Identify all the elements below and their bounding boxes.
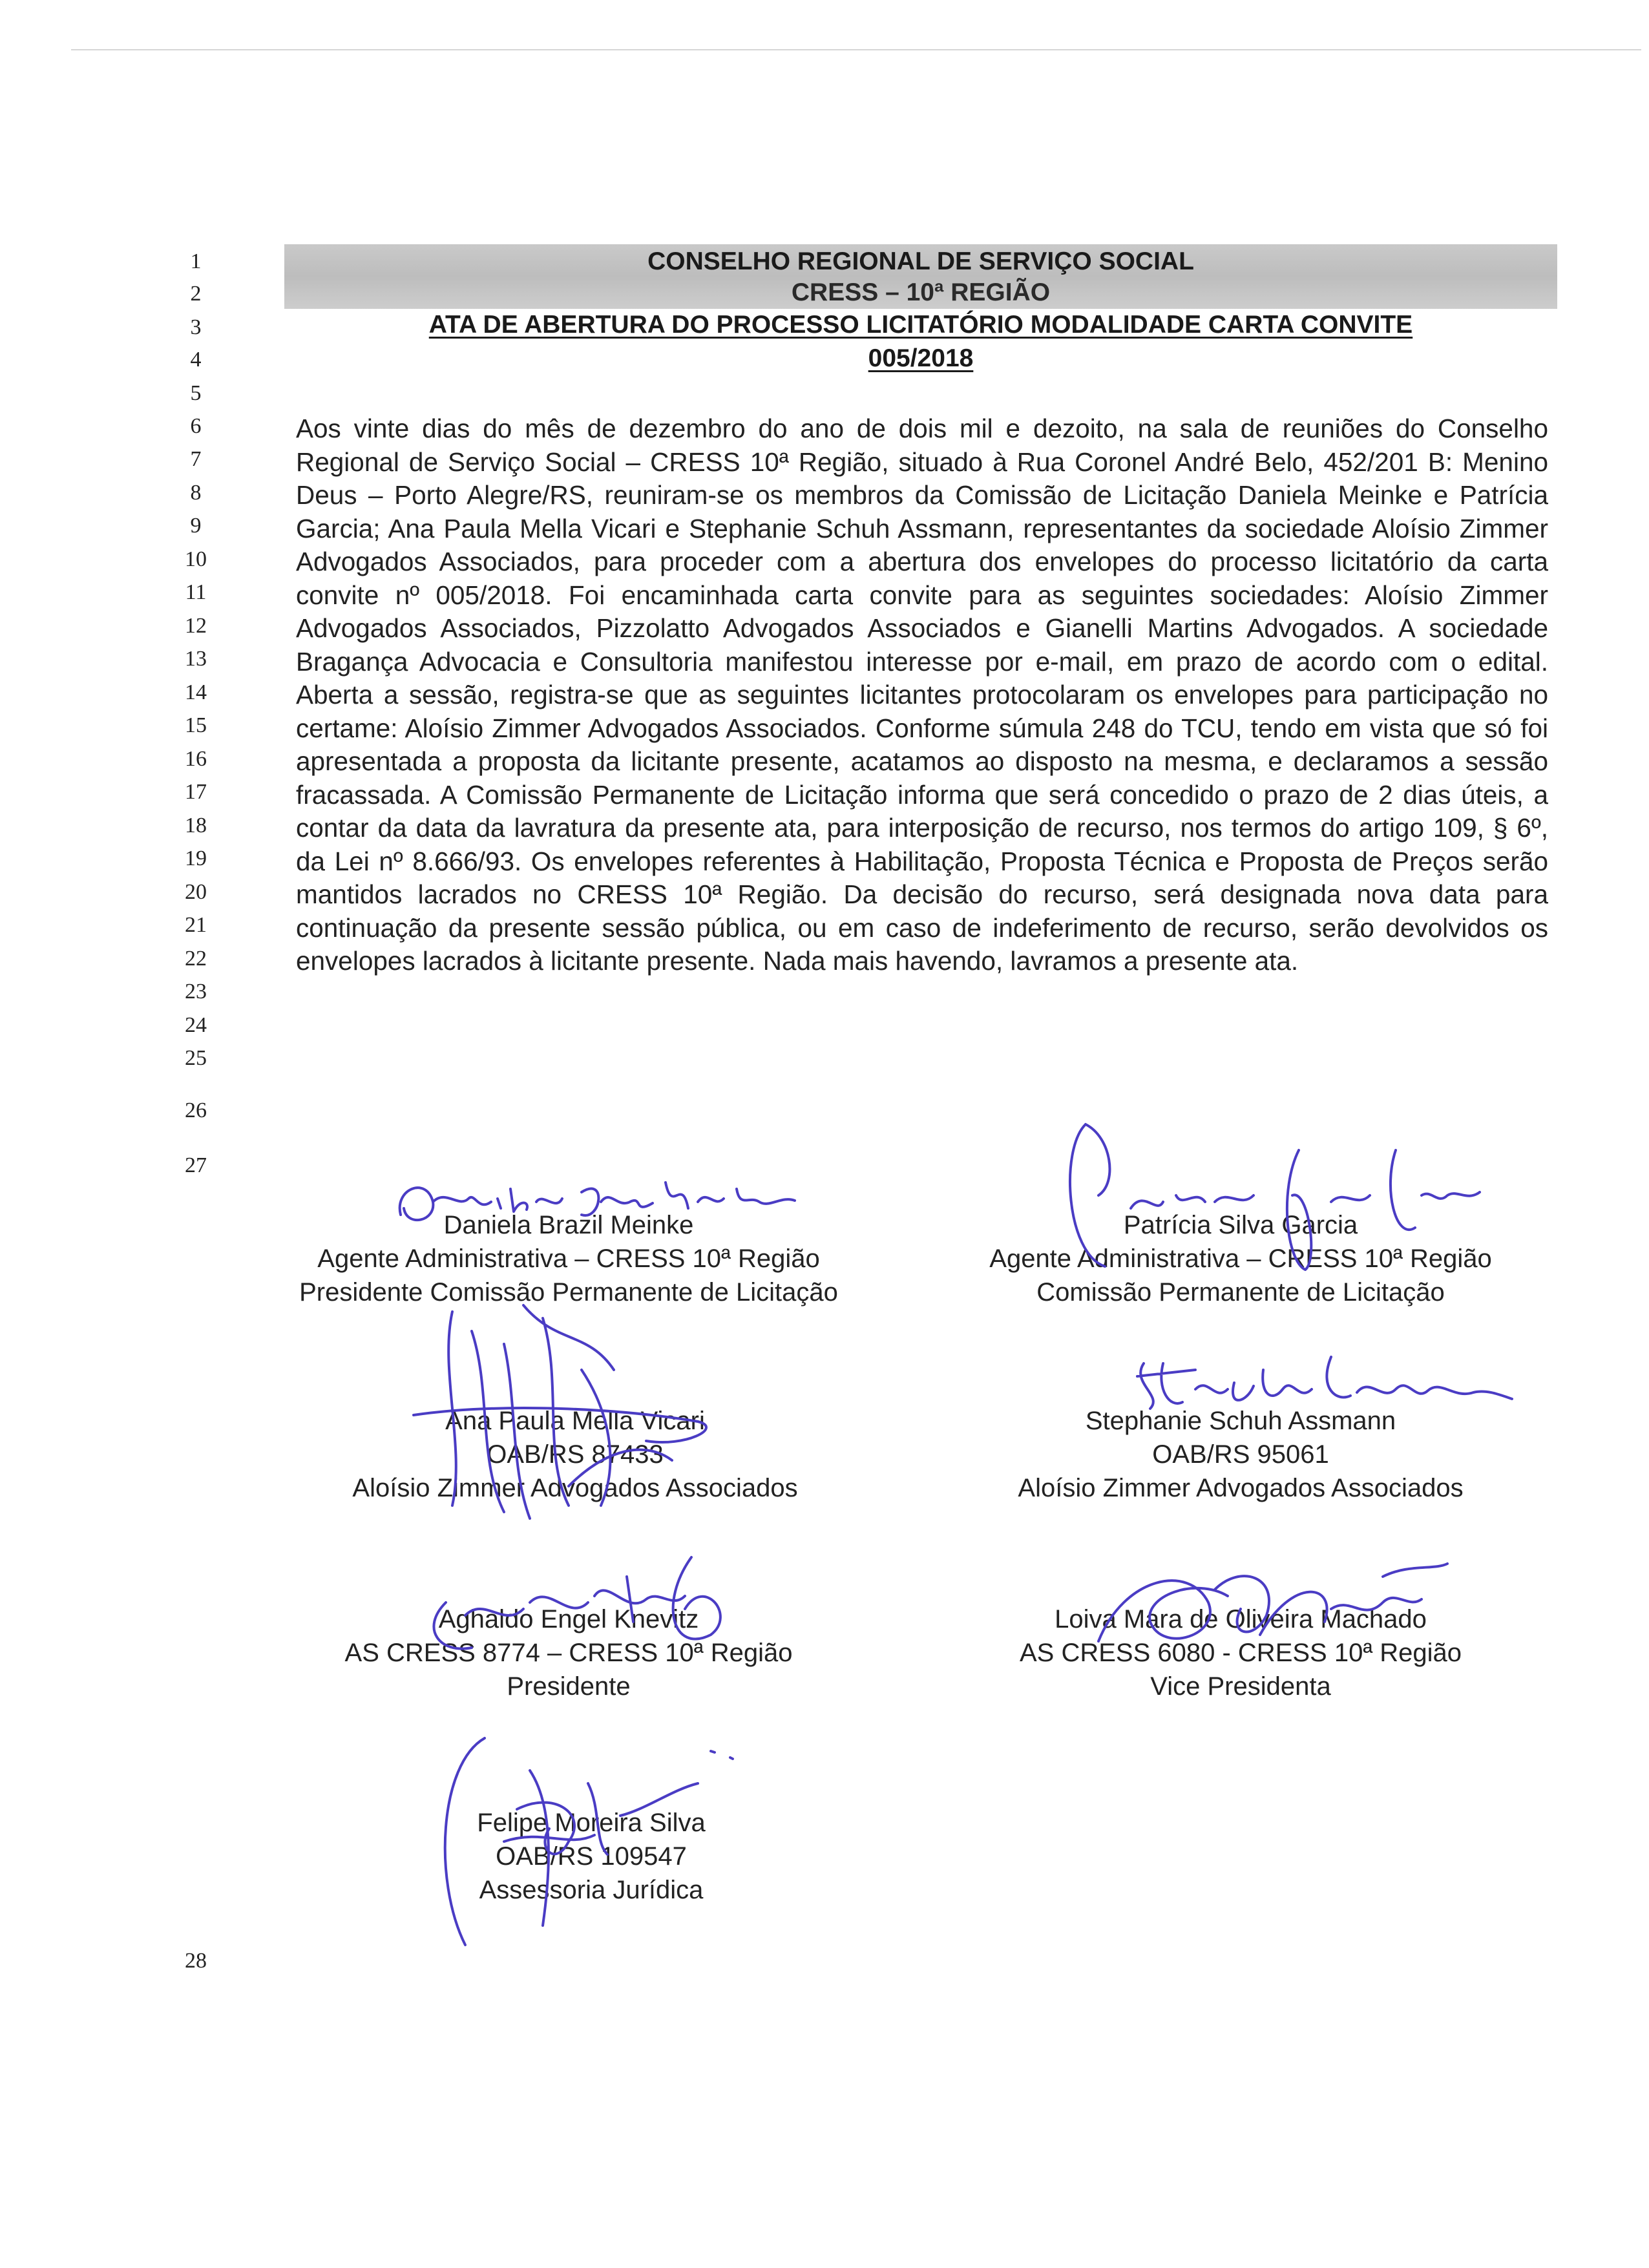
signatory-name: Ana Paula Mella Vicari <box>445 1407 705 1435</box>
line-number: 11 <box>185 580 207 604</box>
line-number: 5 <box>190 381 202 405</box>
line-number: 25 <box>185 1046 207 1070</box>
signatory-block <box>246 1602 892 1703</box>
signatory-role: AS CRESS 8774 – CRESS 10ª Região <box>344 1639 793 1667</box>
line-number: 19 <box>185 846 207 870</box>
signatory-block <box>268 1806 914 1907</box>
signatory-role: Aloísio Zimmer Advogados Associados <box>1018 1474 1464 1502</box>
line-number: 3 <box>190 315 202 339</box>
signatory-name: Felipe Moreira Silva <box>477 1809 706 1837</box>
signatory-block <box>246 1208 892 1309</box>
signatory-role: OAB/RS 87433 <box>487 1440 664 1469</box>
signatory-name: Aghaldo Engel Knevitz <box>438 1605 699 1633</box>
signatory-name: Daniela Brazil Meinke <box>443 1211 694 1239</box>
line-number: 27 <box>185 1153 207 1177</box>
line-number: 13 <box>185 647 207 671</box>
signatory-role: Vice Presidenta <box>1150 1672 1331 1701</box>
signatory-role: OAB/RS 95061 <box>1152 1440 1329 1469</box>
signatory-role: Presidente Comissão Permanente de Licitação <box>299 1278 838 1307</box>
signatory-role: Agente Administrativa – CRESS 10ª Região <box>989 1244 1492 1273</box>
signatory-role: Aloísio Zimmer Advogados Associados <box>352 1474 798 1502</box>
line-number: 14 <box>185 680 207 704</box>
minutes-body: Aos vinte dias do mês de dezembro do ano de dois mil e dezoito, na sala de reuniões do Conselho Regional de Serviço Social – CRESS 10ª Região, situado à Rua Coronel André Belo, 452/201 B: Menino Deus – Porto Alegre/RS, reuniram-se os membros da Comissão de Licitação Daniela Meinke e Patrícia Garcia; Ana Paula Mella Vicari e Stephanie Schuh Assmann, representantes da sociedade Aloísio Zimmer Advogados Associados, para proceder com a abertura dos envelopes do processo licitatório da carta convite nº 005/2018. Foi encaminhada carta convite para as seguintes sociedades: Aloísio Zimmer Advogados Associados, Pizzolatto Advogados Associados e Gianelli Martins Advogados. A sociedade Bragança Advocacia e Consultoria manifestou interesse por e-mail, em prazo de acordo com o edital. Aberta a sessão, registra-se que as seguintes licitantes protocolaram os envelopes para participação no certame: Aloísio Zimmer Advogados Associados. Conforme súmula 248 do TCU, tendo em vista que só foi apresentada a proposta da licitante presente, acatamos ao disposto na mesma, e declaramos a sessão fracassada. A Comissão Permanente de Licitação informa que será concedido o prazo de 2 dias úteis, a contar da data da lavratura da presente ata, para interposição de recurso, nos termos do artigo 109, § 6º, da Lei nº 8.666/93. Os envelopes referentes à Habilitação, Proposta Técnica e Proposta de Preços serão mantidos lacrados no CRESS 10ª Região. Da decisão do recurso, será designada nova data para continuação da presente sessão pública, ou em caso de indeferimento de recurso, serão devolvidos os envelopes lacrados à licitante presente. Nada mais havendo, lavramos a presente ata. <box>296 414 1548 976</box>
line-number: 6 <box>190 414 202 438</box>
scan-top-rule <box>71 49 1641 50</box>
line-number: 8 <box>190 481 202 505</box>
signatory-role: OAB/RS 109547 <box>496 1842 687 1871</box>
signatory-role: Presidente <box>507 1672 631 1701</box>
line-number: 28 <box>185 1949 207 1973</box>
line-number: 10 <box>185 547 207 571</box>
line-number: 21 <box>185 913 207 937</box>
line-number: 15 <box>185 713 207 737</box>
line-number: 20 <box>185 880 207 904</box>
signatory-block <box>918 1208 1564 1309</box>
signatory-name: Loiva Mara de Oliveira Machado <box>1055 1605 1427 1633</box>
line-number: 12 <box>185 614 207 638</box>
signatory-role: Comissão Permanente de Licitação <box>1036 1278 1445 1307</box>
line-number: 9 <box>190 514 202 538</box>
line-number: 7 <box>190 447 202 471</box>
line-number: 4 <box>190 348 202 372</box>
org-name: CONSELHO REGIONAL DE SERVIÇO SOCIAL <box>647 247 1194 275</box>
line-number: 1 <box>190 249 202 273</box>
signatory-role: AS CRESS 6080 - CRESS 10ª Região <box>1019 1639 1462 1667</box>
org-region: CRESS – 10ª REGIÃO <box>791 278 1051 306</box>
signatory-name: Patrícia Silva Garcia <box>1123 1211 1358 1239</box>
line-number: 17 <box>185 780 207 804</box>
signatory-block <box>918 1404 1564 1505</box>
line-number: 26 <box>185 1098 207 1122</box>
signatory-block <box>252 1404 898 1505</box>
signatory-block <box>918 1602 1564 1703</box>
line-number: 18 <box>185 814 207 837</box>
line-number: 16 <box>185 747 207 771</box>
signatory-role: Assessoria Jurídica <box>479 1876 704 1904</box>
document-number: 005/2018 <box>868 344 974 372</box>
line-number: 24 <box>185 1013 207 1037</box>
line-number: 22 <box>185 947 207 971</box>
signatory-role: Agente Administrativa – CRESS 10ª Região <box>317 1244 820 1273</box>
document-title: ATA DE ABERTURA DO PROCESSO LICITATÓRIO MODALIDADE CARTA CONVITE <box>428 311 1413 339</box>
signatory-name: Stephanie Schuh Assmann <box>1085 1407 1396 1435</box>
line-number: 2 <box>190 282 202 306</box>
line-number: 23 <box>185 980 207 1003</box>
